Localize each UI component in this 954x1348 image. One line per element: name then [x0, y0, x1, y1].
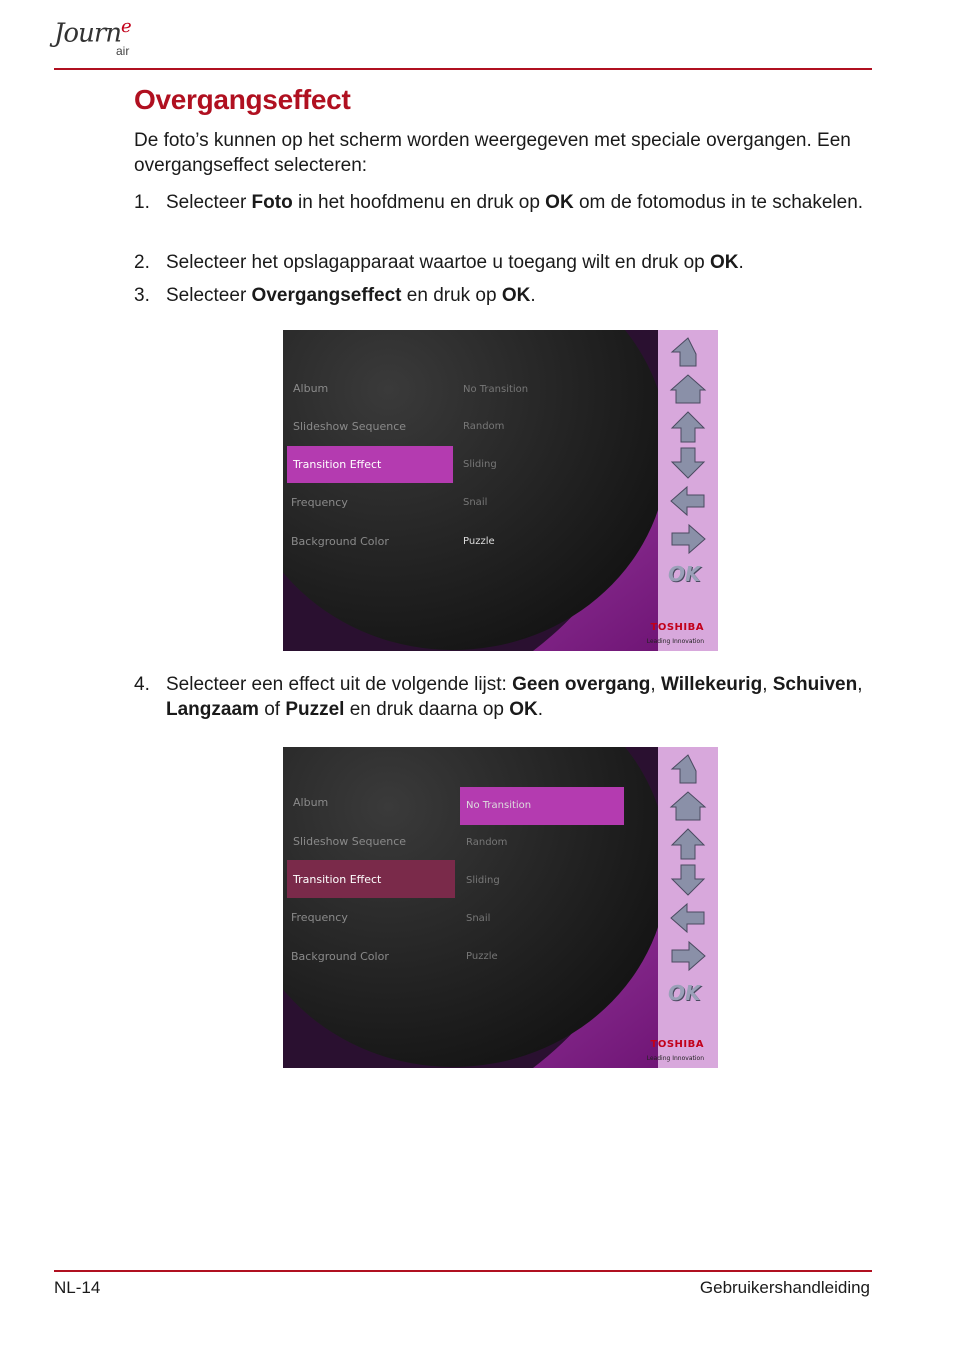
manual-title: Gebruikershandleiding [699, 1278, 870, 1297]
option-no-transition[interactable]: No Transition [466, 800, 532, 811]
arrow-down-icon[interactable] [668, 446, 708, 480]
option-snail[interactable]: Snail [463, 497, 488, 508]
arrow-up-icon[interactable] [668, 827, 708, 861]
logo-sub: air [116, 44, 130, 58]
option-puzzle[interactable]: Puzzle [466, 951, 498, 962]
menu-item-album[interactable]: Album [293, 382, 329, 395]
option-no-transition[interactable]: No Transition [463, 384, 529, 395]
step-number: 4. [134, 674, 150, 695]
step-number: 1. [134, 192, 150, 213]
option-sliding[interactable]: Sliding [466, 875, 500, 886]
toshiba-tagline: Leading Innovation [646, 638, 704, 645]
menu-item-slideshow-sequence[interactable]: Slideshow Sequence [293, 835, 407, 848]
step-number: 2. [134, 252, 150, 273]
option-random[interactable]: Random [463, 421, 505, 432]
footer-rule [54, 1270, 872, 1272]
home-icon[interactable] [668, 372, 708, 406]
menu-item-transition-effect[interactable]: Transition Effect [293, 458, 382, 471]
option-snail[interactable]: Snail [466, 913, 491, 924]
arrow-down-icon[interactable] [668, 863, 708, 897]
arrow-up-icon[interactable] [668, 410, 708, 444]
journe-air-logo [50, 10, 150, 65]
option-puzzle[interactable]: Puzzle [463, 536, 495, 547]
page-number: NL-14 [54, 1278, 101, 1297]
ok-button-icon[interactable]: OK [668, 562, 701, 586]
menu-screenshot-1 [283, 330, 718, 651]
arrow-right-icon[interactable] [668, 522, 708, 556]
home-icon[interactable] [668, 789, 708, 823]
intro-paragraph: De foto’s kunnen op het scherm worden weergegeven met speciale overgangen. Een overgangseffect selecteren: [134, 130, 851, 176]
step-text: Selecteer het opslagapparaat waartoe u toegang wilt en druk op OK. [166, 252, 744, 273]
step-text: Selecteer een effect uit de volgende lijst: Geen overgang, Willekeurig, Schuiven, Langzaam of Puzzel en druk daarna op OK. [166, 674, 863, 720]
menu-item-album[interactable]: Album [293, 796, 329, 809]
nav-icon-column [662, 747, 714, 1068]
menu-screenshot-2 [283, 747, 718, 1068]
nav-icon-column [662, 330, 714, 651]
step-text: Selecteer Foto in het hoofdmenu en druk op OK om de fotomodus in te schakelen. [166, 192, 864, 213]
step-number: 3. [134, 285, 150, 306]
menu-item-frequency[interactable]: Frequency [291, 911, 348, 924]
toshiba-logo: TOSHIBA [650, 622, 704, 633]
arrow-left-icon[interactable] [668, 901, 708, 935]
back-icon[interactable] [668, 336, 708, 370]
arrow-right-icon[interactable] [668, 939, 708, 973]
menu-item-background-color[interactable]: Background Color [291, 535, 389, 548]
header-rule [54, 68, 872, 70]
option-sliding[interactable]: Sliding [463, 459, 497, 470]
toshiba-logo: TOSHIBA [650, 1039, 704, 1050]
arrow-left-icon[interactable] [668, 484, 708, 518]
step-text: Selecteer Overgangseffect en druk op OK. [166, 285, 536, 306]
menu-item-frequency[interactable]: Frequency [291, 496, 348, 509]
menu-item-transition-effect[interactable]: Transition Effect [293, 873, 382, 886]
screen-background [283, 330, 718, 651]
menu-item-background-color[interactable]: Background Color [291, 950, 389, 963]
section-title: Overgangseffect [134, 84, 351, 115]
option-random[interactable]: Random [466, 837, 508, 848]
menu-item-slideshow-sequence[interactable]: Slideshow Sequence [293, 420, 407, 433]
toshiba-tagline: Leading Innovation [646, 1055, 704, 1062]
back-icon[interactable] [668, 753, 708, 787]
ok-button-icon[interactable]: OK [668, 981, 701, 1005]
logo-script: Journ$^e$ [54, 16, 131, 49]
